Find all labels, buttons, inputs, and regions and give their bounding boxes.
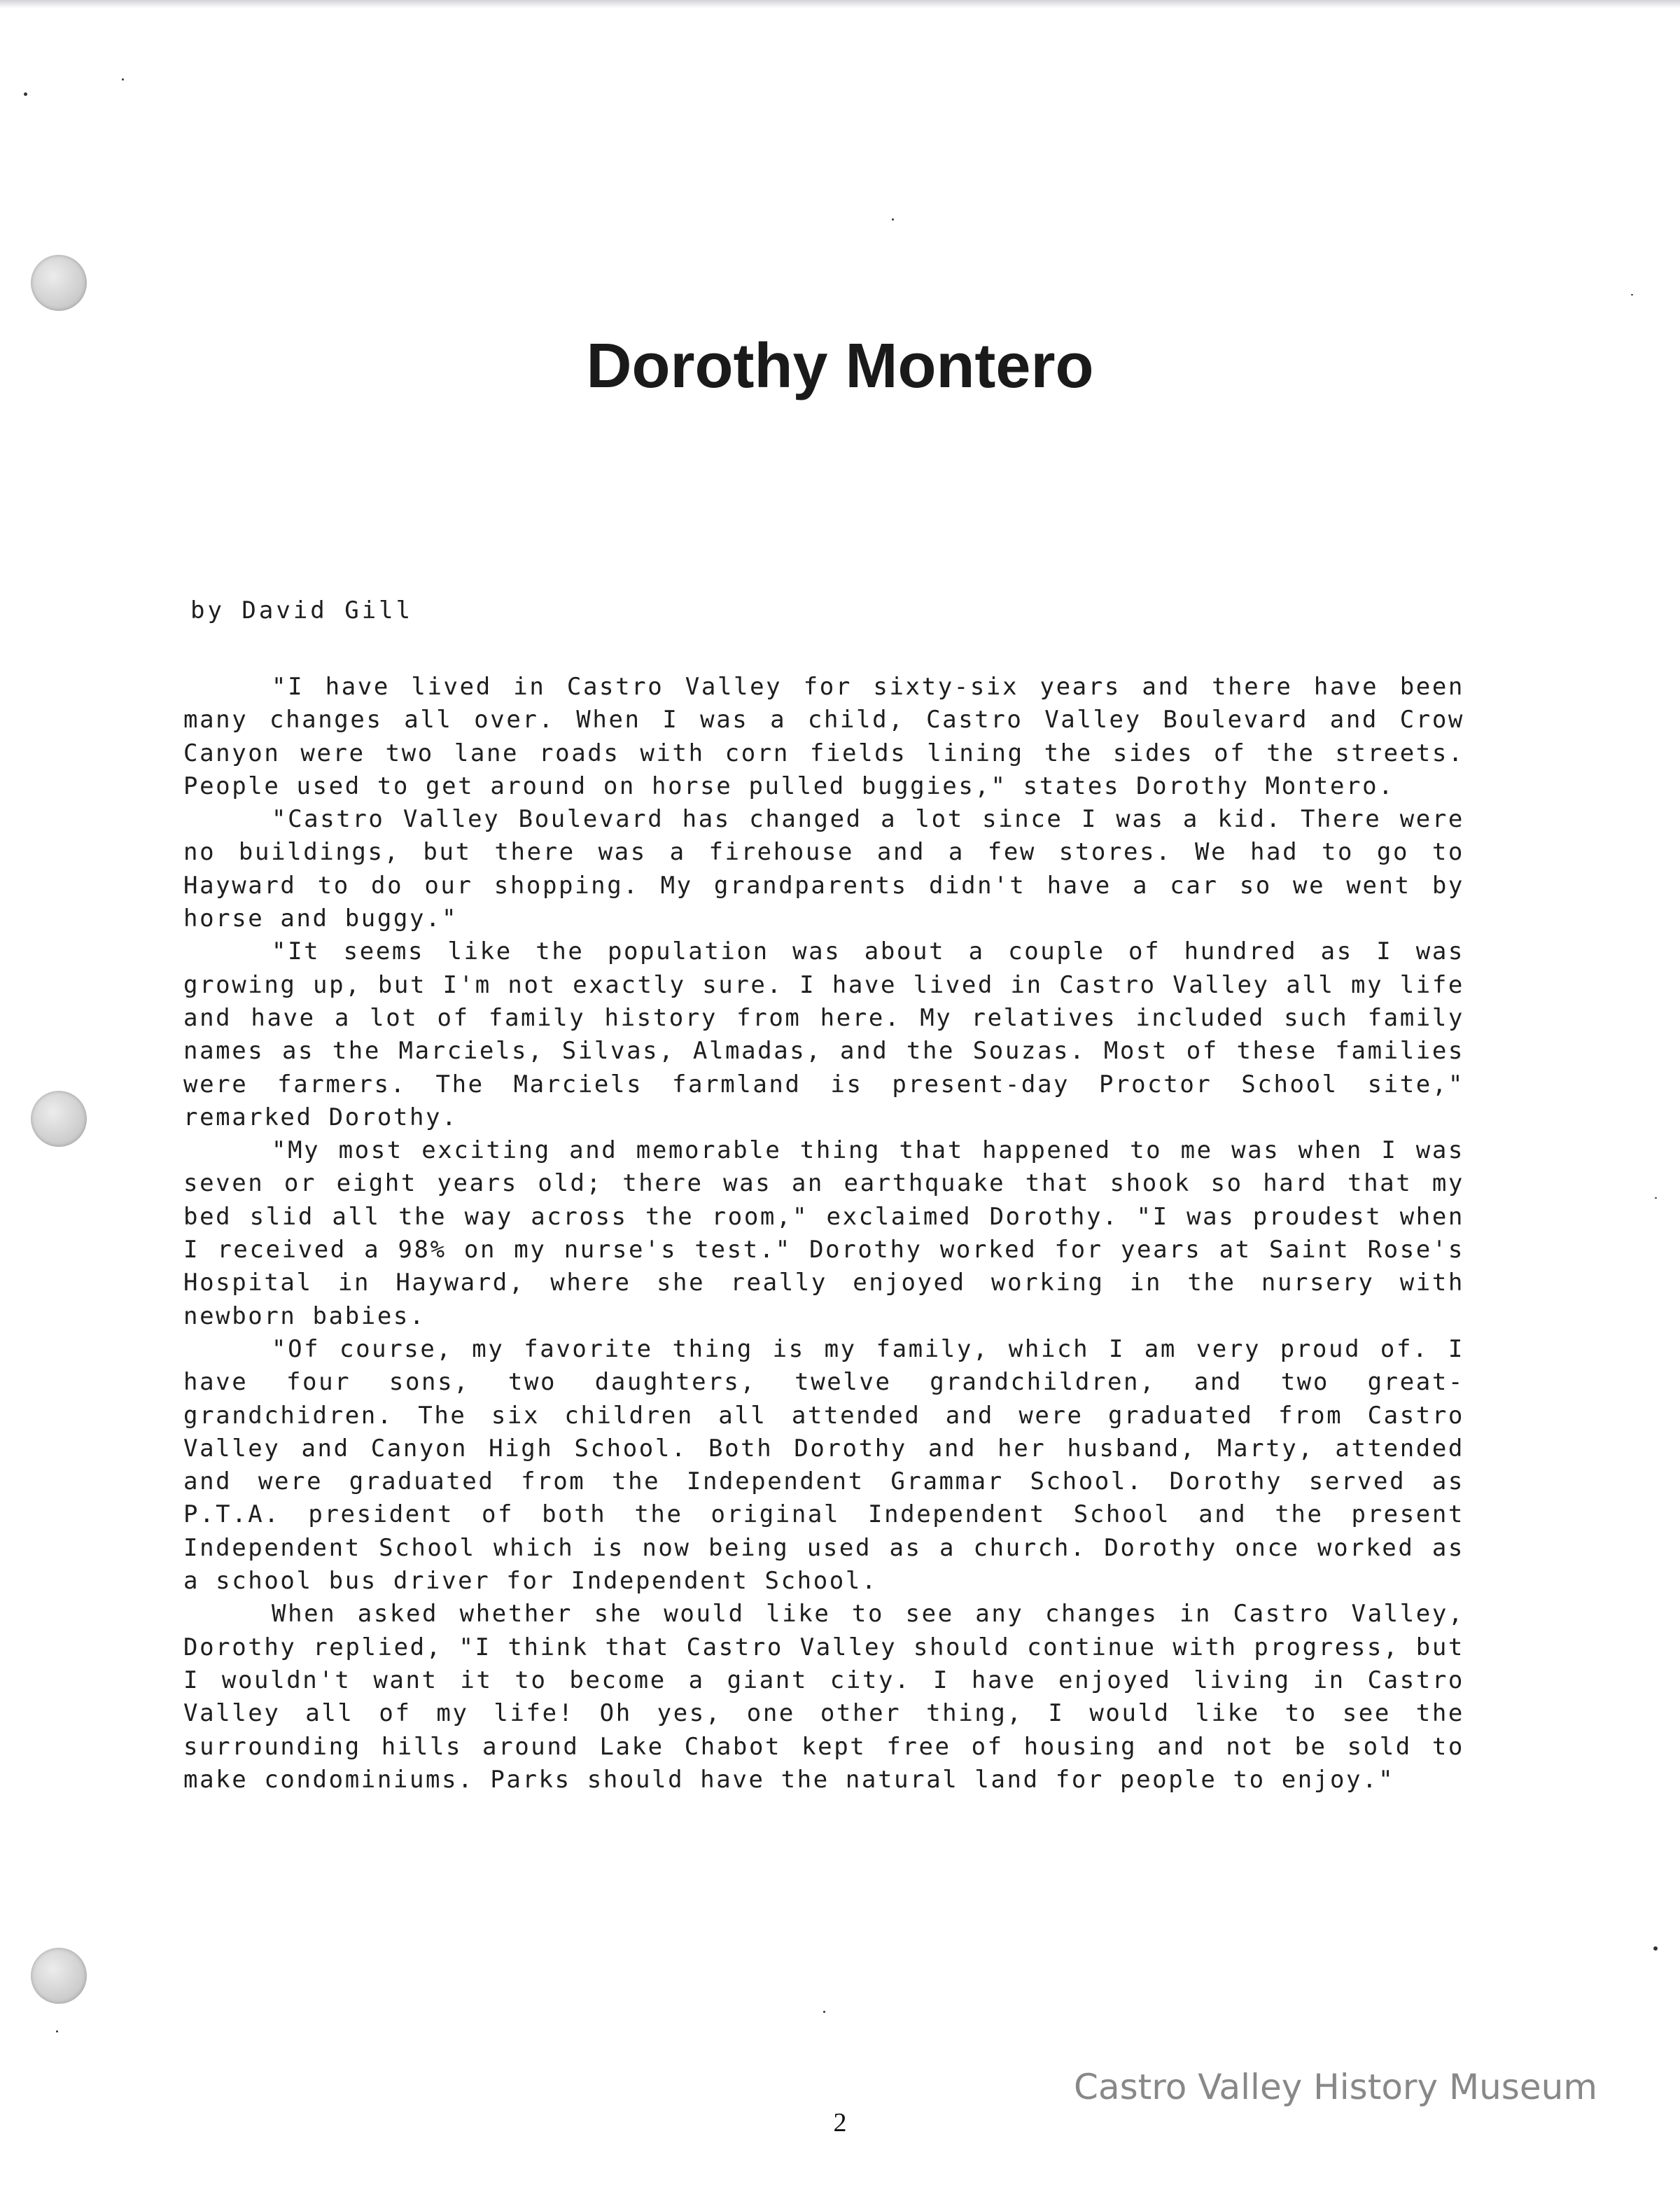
scan-speck (1653, 1946, 1658, 1951)
punch-hole-top (31, 255, 87, 311)
scan-speck (1631, 294, 1633, 295)
article-body (183, 671, 1464, 1797)
scan-speck (1655, 1197, 1657, 1199)
page-number: 2 (833, 2108, 847, 2137)
article-paragraph: "It seems like the population was about a couple of hundred as I was growing up, but I'm not exactly sure. I have lived in Castro Valley all my life and have a lot of family history from here. My relatives included such family names as the Marciels, Silvas, Almadas, and the Souzas. Most of these families were farmers. The Marciels farmland is present-day Proctor School site," remarked Dorothy. (183, 937, 1464, 1131)
museum-watermark: Castro Valley History Museum (1074, 2067, 1597, 2107)
article-paragraph: "Of course, my favorite thing is my family, which I am very proud of. I have four sons, two daughters, twelve grandchildren, and two great-grandchidren. The six children all attended and were graduated from Castro Valley and Canyon High School. Both Dorothy and her husband, Marty, attended and were graduated from the Independent Grammar School. Dorothy served as P.T.A. president of both the original Independent School and the present Independent School which is now being used as a church. Dorothy once worked as a school bus driver for Independent School. (183, 1334, 1464, 1596)
article-paragraph: When asked whether she would like to see any changes in Castro Valley, Dorothy replied, "I think that Castro Valley should continue with progress, but I wouldn't want it to become a giant city. I have enjoyed living in Castro Valley all of my life! Oh yes, one other thing, I would like to see the surrounding hills around Lake Chabot kept free of housing and not be sold to make condominiums. Parks should have the natural land for people to enjoy." (183, 1600, 1464, 1794)
article-title: Dorothy Montero (586, 331, 1094, 401)
scan-speck (122, 78, 124, 81)
article-byline: by David Gill (190, 597, 414, 625)
scan-speck (56, 2030, 58, 2032)
punch-hole-bottom (31, 1948, 87, 2004)
scan-speck (24, 92, 27, 96)
article-paragraph: "I have lived in Castro Valley for sixty-six years and there have been many changes all over. When I was a child, Castro Valley Boulevard and Crow Canyon were two lane roads with corn fields lining the sides of the streets. People used to get around on horse pulled buggies," states Dorothy Montero. (183, 673, 1464, 800)
article-paragraph: "Castro Valley Boulevard has changed a lot since I was a kid. There were no buildings, but there was a firehouse and a few stores. We had to go to Hayward to do our shopping. My grandparents didn't have a car so we went by horse and buggy." (183, 805, 1464, 933)
article-paragraph: "My most exciting and memorable thing that happened to me was when I was seven or eight years old; there was an earthquake that shook so hard that my bed slid all the way across the room," exclaimed Dorothy. "I was proudest when I received a 98% on my nurse's test." Dorothy worked for years at Saint Rose's Hospital in Hayward, where she really enjoyed working in the nursery with newborn babies. (183, 1136, 1464, 1330)
scan-speck (823, 2011, 825, 2013)
scan-speck (892, 218, 894, 221)
scan-top-edge (0, 0, 1680, 8)
punch-hole-middle (31, 1091, 87, 1147)
